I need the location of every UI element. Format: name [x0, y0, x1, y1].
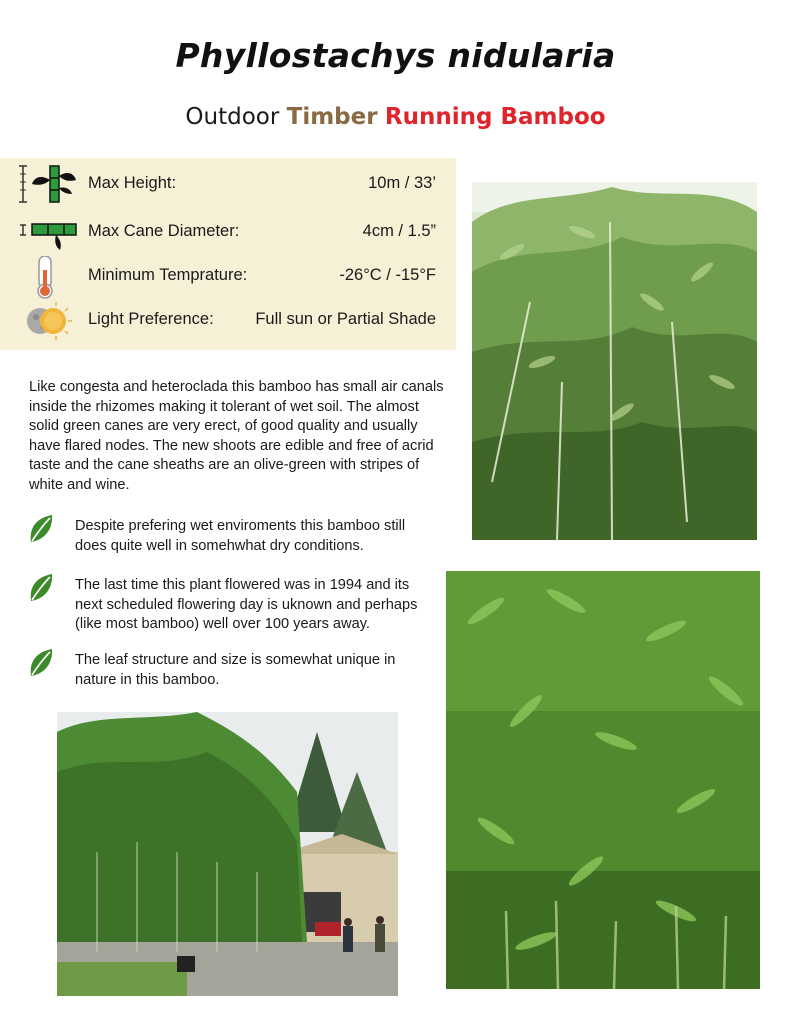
sun-moon-icon	[18, 300, 80, 340]
bullet-text: The leaf structure and size is somewhat unique in nature in this bamboo.	[75, 652, 396, 688]
spec-label: Max Height:	[88, 174, 177, 192]
cane-diameter-icon	[18, 212, 80, 252]
bamboo-grove-photo	[472, 182, 757, 540]
subtitle-timber: Timber	[286, 104, 378, 130]
subtitle-outdoor: Outdoor	[185, 104, 280, 130]
bamboo-height-icon	[18, 164, 80, 204]
spec-value: 10m / 33’	[368, 174, 436, 192]
spec-row-cane-diameter	[0, 212, 456, 252]
spec-label: Light Preference:	[88, 310, 214, 328]
spec-value: Full sun or Partial Shade	[255, 310, 436, 328]
bamboo-foliage-photo	[446, 571, 760, 989]
page-subtitle	[0, 104, 791, 130]
bullet-text: The last time this plant flowered was in 1994 and its next scheduled flowering day is uknown and perhaps (like most bamboo) well over 100 years away.	[75, 577, 418, 632]
spec-label: Max Cane Diameter:	[88, 222, 240, 240]
leaf-icon	[28, 514, 54, 544]
spec-row-max-height	[0, 164, 456, 204]
bullet-text: Despite prefering wet enviroments this bamboo still does quite well in somehwhat dry conditions.	[75, 518, 406, 554]
specs-panel	[0, 158, 456, 350]
bamboo-grove-barn-photo	[57, 712, 398, 996]
spec-row-min-temperature	[0, 256, 456, 296]
spec-value: -26°C / -15°F	[339, 266, 436, 284]
leaf-icon	[28, 573, 54, 603]
spec-value: 4cm / 1.5”	[362, 222, 436, 240]
spec-label: Minimum Temprature:	[88, 266, 248, 284]
spec-row-light-preference	[0, 300, 456, 340]
page-title: Phyllostachys nidularia	[175, 36, 616, 75]
subtitle-running-bamboo: Running Bamboo	[384, 104, 606, 130]
leaf-icon	[28, 648, 54, 678]
thermometer-icon	[18, 256, 80, 296]
description-paragraph: Like congesta and heteroclada this bamboo has small air canals inside the rhizomes making it tolerant of wet soil. The almost solid green canes are very erect, of good quality and usually have flared nodes. The new shoots are edible and free of acrid taste and the cane sheaths are an olive-green with stripes of white and wine.	[29, 379, 444, 493]
